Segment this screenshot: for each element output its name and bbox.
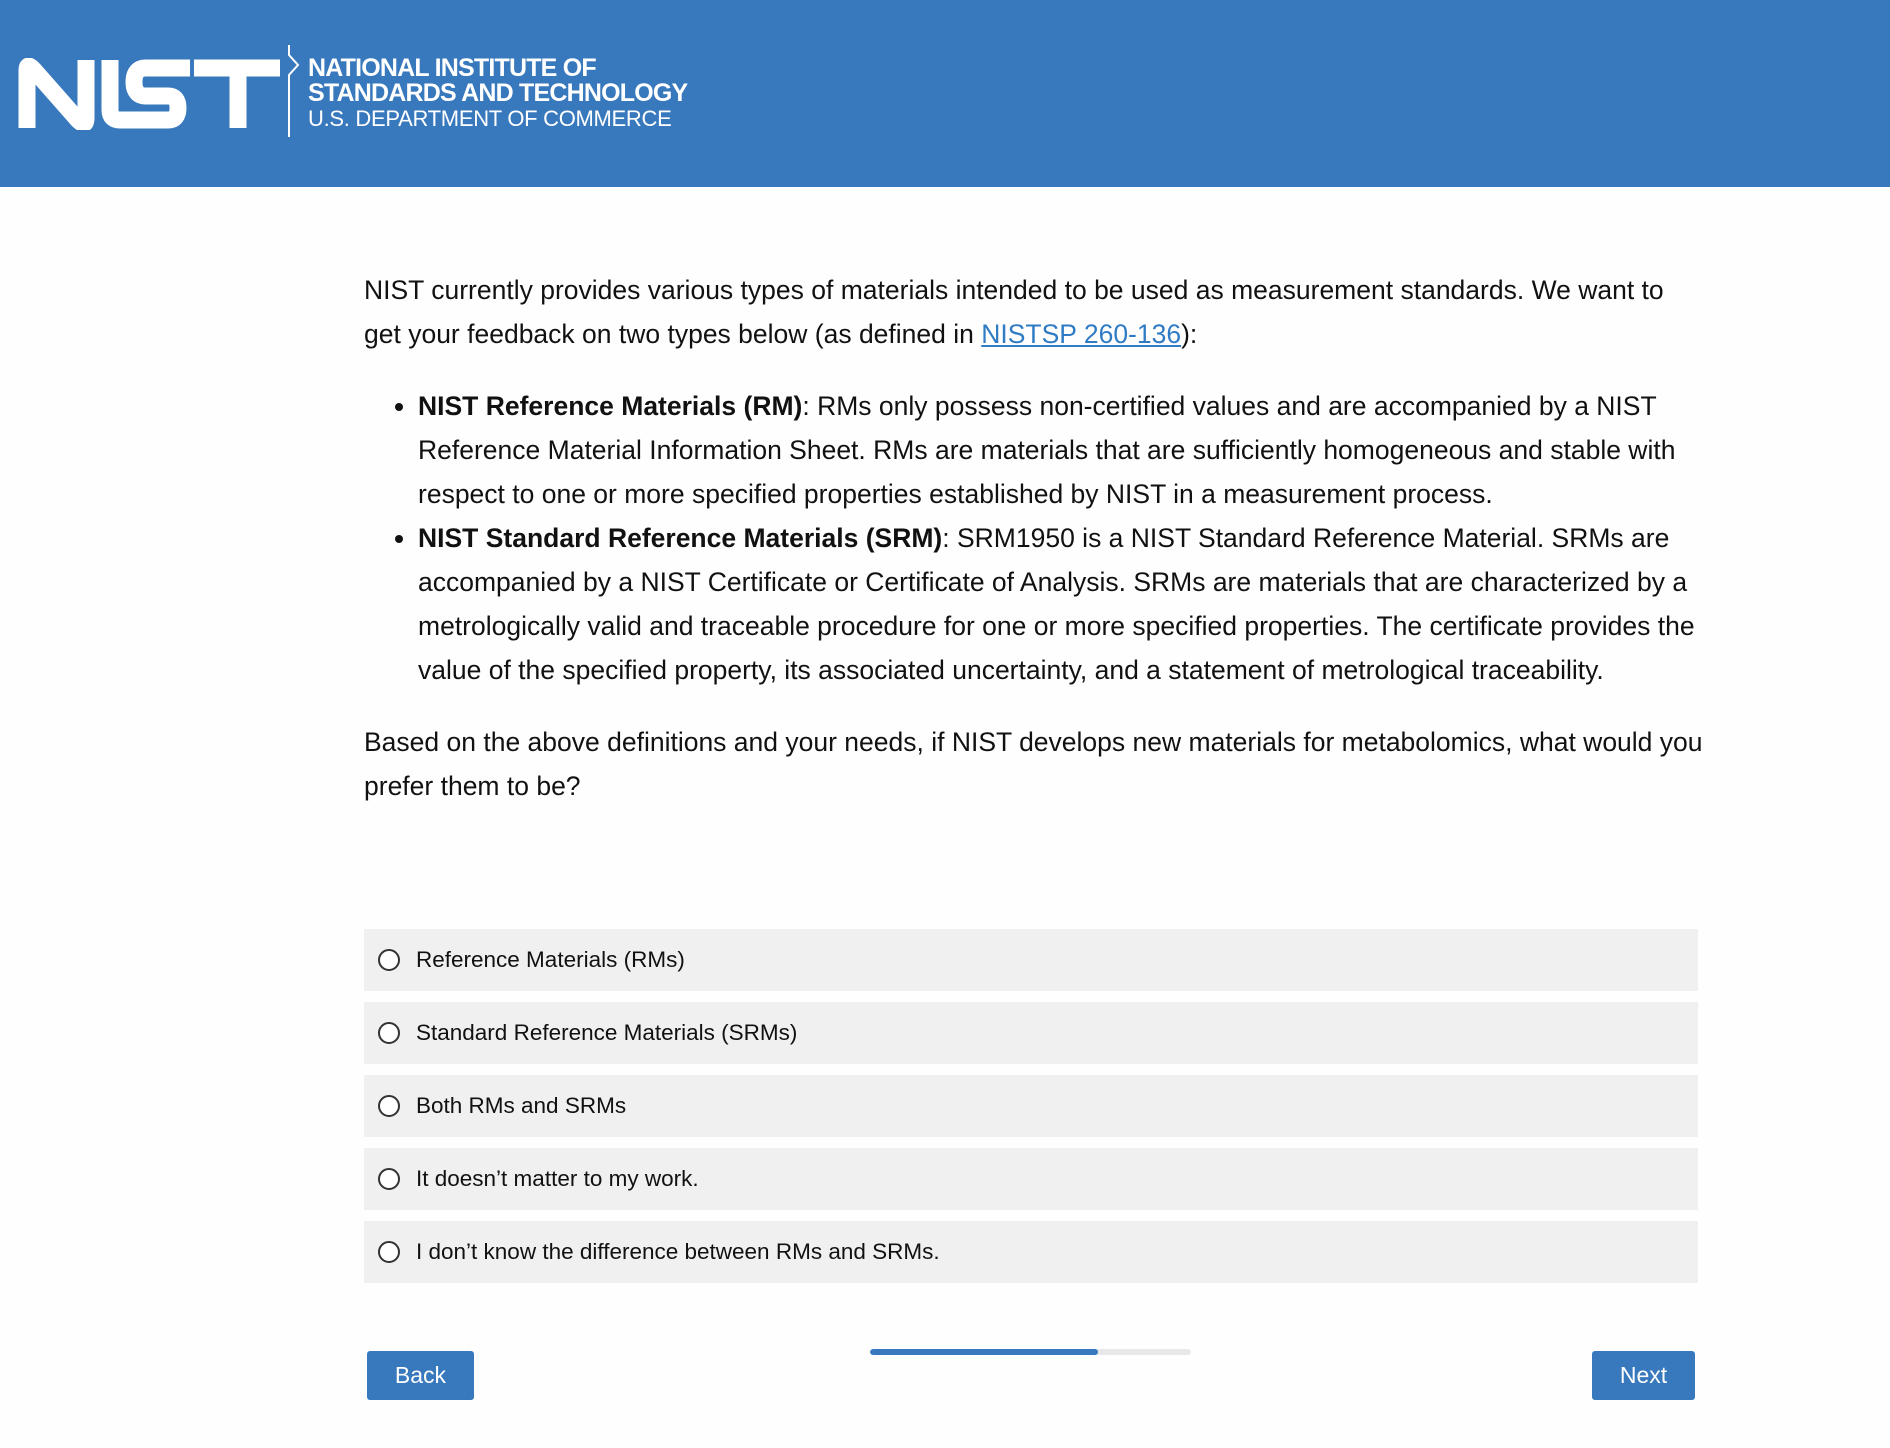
intro-paragraph	[364, 268, 1704, 356]
next-button[interactable]: Next	[1592, 1351, 1695, 1400]
question-text: Based on the above definitions and your needs, if NIST develops new materials for metabolomics, what would you prefer them to be?	[364, 727, 1703, 801]
option-srms[interactable]	[364, 1002, 1698, 1064]
option-label: I don’t know the difference between RMs and SRMs.	[416, 1239, 940, 1264]
definition-term: NIST Standard Reference Materials (SRM)	[418, 523, 943, 553]
option-label: Both RMs and SRMs	[416, 1093, 627, 1118]
radio-button[interactable]	[378, 1168, 400, 1190]
radio-button[interactable]	[378, 1095, 400, 1117]
definition-term: NIST Reference Materials (RM)	[418, 391, 803, 421]
intro-text-end: ):	[1181, 319, 1198, 349]
definition-srm	[418, 516, 1704, 692]
progress-bar	[870, 1349, 1191, 1355]
option-doesnt-matter[interactable]	[364, 1148, 1698, 1210]
logo-line-3: U.S. DEPARTMENT OF COMMERCE	[308, 106, 672, 131]
option-dont-know[interactable]	[364, 1221, 1698, 1283]
option-rms[interactable]	[364, 929, 1698, 991]
definition-text: : SRM1950 is a NIST Standard Reference Material. SRMs are accompanied by a NIST Certificate or Certificate of Analysis. SRMs are materials that are characterized by a metrologically valid and traceable procedure for one or more specified properties. The certificate provides the value of the specified property, its associated uncertainty, and a statement of metrological traceability.	[418, 523, 1695, 685]
radio-button[interactable]	[378, 1241, 400, 1263]
survey-content	[364, 268, 1704, 808]
option-both[interactable]	[364, 1075, 1698, 1137]
definition-rm	[418, 384, 1704, 516]
radio-button[interactable]	[378, 1022, 400, 1044]
nist-logo	[18, 58, 280, 130]
logo-text	[308, 56, 687, 131]
option-label: Standard Reference Materials (SRMs)	[416, 1020, 798, 1045]
option-label: Reference Materials (RMs)	[416, 947, 685, 972]
logo-divider	[286, 45, 302, 137]
definition-text: : RMs only possess non-certified values and are accompanied by a NIST Reference Material Information Sheet. RMs are materials that are sufficiently homogeneous and stable with respect to one or more specified properties established by NIST in a measurement process.	[418, 391, 1676, 509]
intro-text: NIST currently provides various types of materials intended to be used as measurement standards. We want to get your feedback on two types below (as defined in	[364, 275, 1664, 349]
radio-button[interactable]	[378, 949, 400, 971]
progress-fill	[870, 1349, 1098, 1355]
nistsp-link[interactable]: NISTSP 260-136	[981, 319, 1182, 349]
back-button[interactable]: Back	[367, 1351, 474, 1400]
option-label: It doesn’t matter to my work.	[416, 1166, 699, 1191]
logo-line-1: NATIONAL INSTITUTE OF	[308, 54, 596, 82]
site-header	[0, 0, 1890, 187]
definitions-list	[364, 384, 1704, 692]
logo-line-2: STANDARDS AND TECHNOLOGY	[308, 79, 688, 107]
answer-options	[364, 929, 1698, 1294]
